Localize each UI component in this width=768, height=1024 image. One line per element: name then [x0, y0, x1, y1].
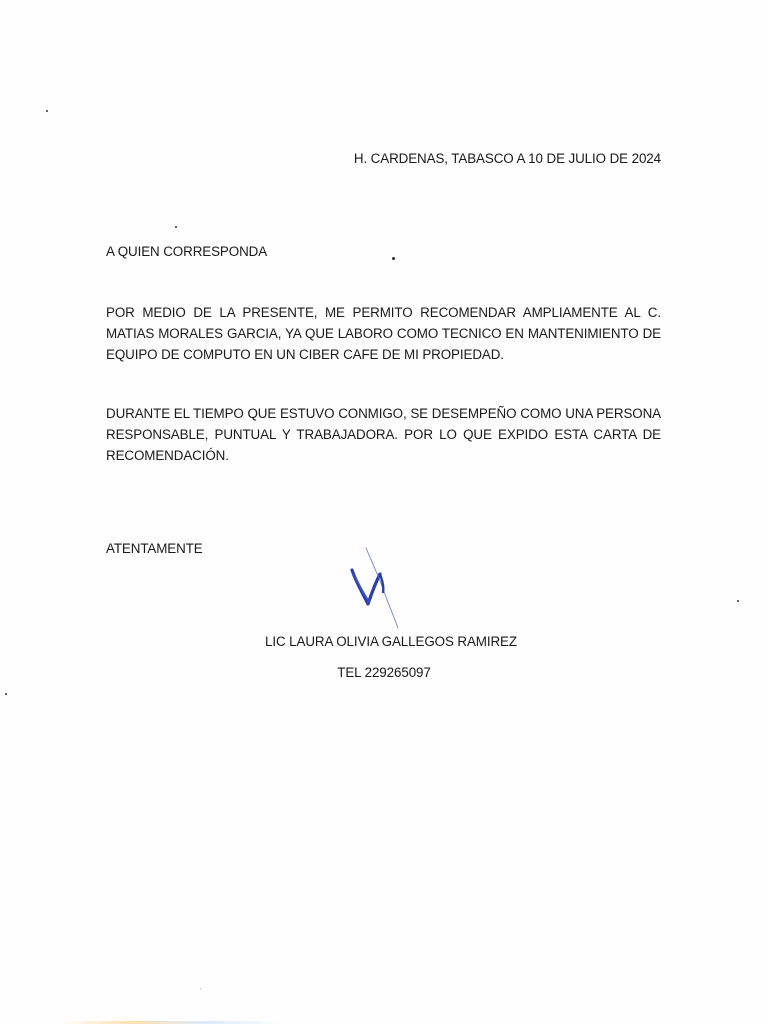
closing: ATENTAMENTE [106, 541, 203, 556]
scan-speck [5, 693, 7, 695]
signer-phone: TEL 229265097 [337, 665, 431, 680]
signer-name: LIC LAURA OLIVIA GALLEGOS RAMIREZ [265, 634, 517, 649]
scan-speck [175, 226, 177, 228]
handwritten-signature [340, 540, 410, 640]
scan-speck [392, 257, 395, 260]
scan-speck [737, 600, 739, 602]
scan-speck [46, 110, 48, 112]
scan-speck [200, 988, 201, 989]
paragraph-performance: DURANTE EL TIEMPO QUE ESTUVO CONMIGO, SE DESEMPEÑO COMO UNA PERSONA RESPONSABLE, PUNTUAL Y TRABAJADORA. POR LO QUE EXPIDO ESTA CARTA DE RECOMENDACIÓN. [106, 406, 661, 463]
salutation: A QUIEN CORRESPONDA [106, 244, 268, 259]
date-line: H. CARDENAS, TABASCO A 10 DE JULIO DE 2024 [353, 151, 661, 166]
paragraph-recommendation: POR MEDIO DE LA PRESENTE, ME PERMITO RECOMENDAR AMPLIAMENTE AL C. MATIAS MORALES GARCIA, YA QUE LABORO COMO TECNICO EN MANTENIMIENTO DE EQUIPO DE COMPUTO EN UN CIBER CAFE DE MI PROPIEDAD. [106, 305, 661, 362]
